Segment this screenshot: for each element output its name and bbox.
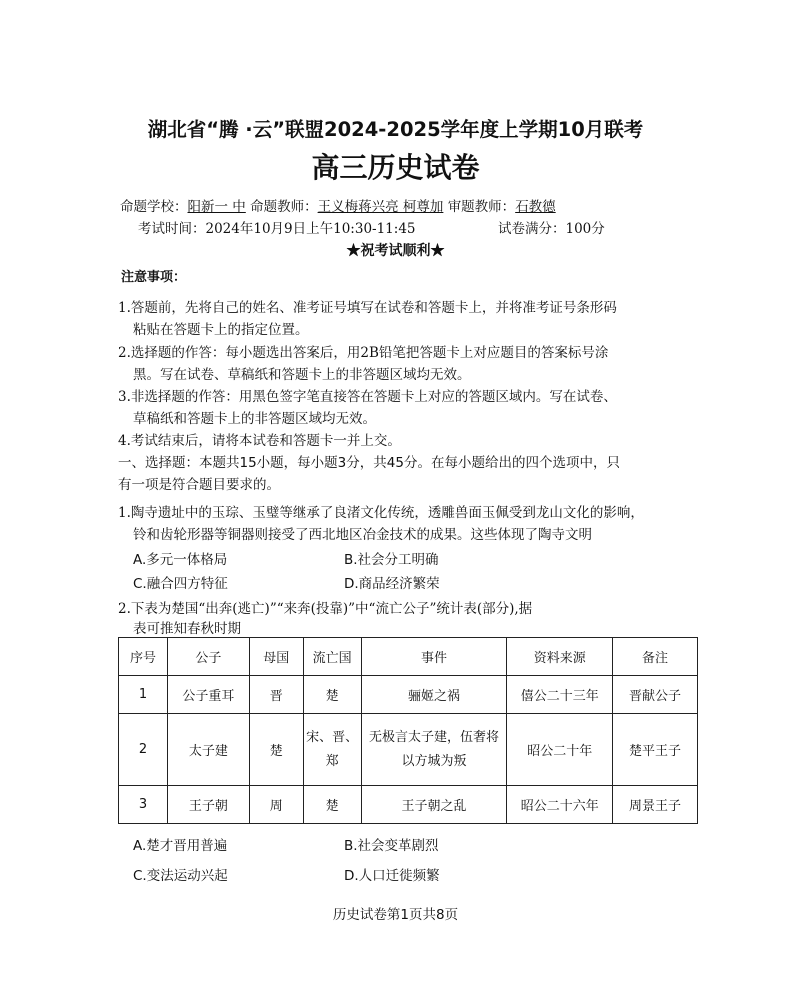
question-2-option-c: C.变法运动兴起: [133, 868, 228, 884]
school-name: 阳新一 中: [187, 199, 246, 215]
question-1-stem: 铃和齿轮形器等铜器则接受了西北地区冶金技术的成果。这些体现了陶寺文明: [133, 527, 592, 543]
exam-time: 考试时间：2024年10月9日上午10:30-11:45: [138, 221, 416, 237]
table-row: [119, 676, 698, 714]
note-item: 3.非选择题的作答：用黑色签字笔直接答在答题卡上对应的答题区域内。写在试卷、: [118, 389, 617, 405]
question-2-stem: 2.下表为楚国“出奔(逃亡)”“来奔(投靠)”中“流亡公子”统计表(部分),据: [118, 601, 533, 617]
author-label: 命题教师：: [250, 199, 318, 215]
table-cell: 周: [249, 786, 303, 824]
table-cell: 骊姬之祸: [361, 676, 507, 714]
table-header-row: [119, 638, 698, 676]
table-cell: 昭公二十年: [507, 714, 613, 786]
note-item: 黑。写在试卷、草稿纸和答题卡上的非答题区域均无效。: [133, 367, 471, 383]
table-header: 事件: [361, 638, 507, 676]
note-item: 4.考试结束后，请将本试卷和答题卡一并上交。: [118, 433, 401, 449]
table-cell: 僖公二十三年: [507, 676, 613, 714]
question-2-option-a: A.楚才晋用普遍: [133, 838, 228, 854]
note-item: 粘贴在答题卡上的指定位置。: [133, 322, 309, 338]
question-2-option-b: B.社会变革剧烈: [344, 838, 439, 854]
table-cell: 公子重耳: [167, 676, 249, 714]
table-cell: 3: [119, 786, 168, 824]
table-row: [119, 786, 698, 824]
author-line: [120, 195, 556, 215]
table-cell: 楚平王子: [613, 714, 698, 786]
table-header: 母国: [249, 638, 303, 676]
table-cell: 晋: [249, 676, 303, 714]
table-cell: 周景王子: [613, 786, 698, 824]
question-2-stem: 表可推知春秋时期: [133, 621, 241, 637]
note-item: 2.选择题的作答：每小题选出答案后，用2B铅笔把答题卡上对应题目的答案标号涂: [118, 345, 609, 361]
author-names: 王义梅蒋兴亮 柯尊加: [317, 199, 444, 215]
exam-score: 试卷满分：100分: [498, 221, 605, 237]
exile-princes-table: [118, 637, 698, 824]
table-cell: 太子建: [167, 714, 249, 786]
exam-union-title: 湖北省“腾 ·云”联盟2024-2025学年度上学期10月联考: [147, 118, 644, 141]
question-1-stem: 1.陶寺遗址中的玉琮、玉璧等继承了良渚文化传统，透雕兽面玉佩受到龙山文化的影响，: [118, 505, 644, 521]
question-2-option-d: D.人口迁徙频繁: [344, 868, 440, 884]
table-cell: 楚: [303, 676, 361, 714]
reviewer-name: 石教德: [515, 199, 556, 215]
table-cell: 晋献公子: [613, 676, 698, 714]
table-header: 公子: [167, 638, 249, 676]
note-item: 1.答题前，先将自己的姓名、准考证号填写在试卷和答题卡上，并将准考证号条形码: [118, 300, 617, 316]
page-footer: 历史试卷第1页共8页: [332, 907, 459, 923]
reviewer-label: 审题教师：: [447, 199, 516, 215]
section-instruction: 有一项是符合题目要求的。: [118, 477, 280, 493]
note-item: 草稿纸和答题卡上的非答题区域均无效。: [133, 411, 376, 427]
table-header: 流亡国: [303, 638, 361, 676]
table-cell: 楚: [249, 714, 303, 786]
table-header: 备注: [613, 638, 698, 676]
question-1-option-d: D.商品经济繁荣: [344, 576, 440, 592]
section-instruction: 一、选择题：本题共15小题，每小题3分，共45分。在每小题给出的四个选项中，只: [118, 455, 620, 471]
table-header: 资料来源: [507, 638, 613, 676]
table-cell: 2: [119, 714, 168, 786]
table-cell: 王子朝: [167, 786, 249, 824]
table-cell: 昭公二十六年: [507, 786, 613, 824]
table-cell: 楚: [303, 786, 361, 824]
table-cell: 王子朝之乱: [361, 786, 507, 824]
table-header: 序号: [119, 638, 168, 676]
question-1-option-b: B.社会分工明确: [344, 552, 439, 568]
table-cell: 宋、晋、郑: [303, 714, 361, 786]
notes-heading: 注意事项：: [121, 270, 187, 285]
table-cell: 无极言太子建，伍奢将以方城为叛: [361, 714, 507, 786]
table-cell: 1: [119, 676, 168, 714]
table-row: [119, 714, 698, 786]
question-1-option-a: A.多元一体格局: [133, 552, 228, 568]
question-1-option-c: C.融合四方特征: [133, 576, 228, 592]
good-luck-wish: ★祝考试顺利★: [346, 243, 445, 259]
school-label: 命题学校：: [120, 199, 188, 215]
exam-subject-title: 高三历史试卷: [311, 151, 480, 184]
